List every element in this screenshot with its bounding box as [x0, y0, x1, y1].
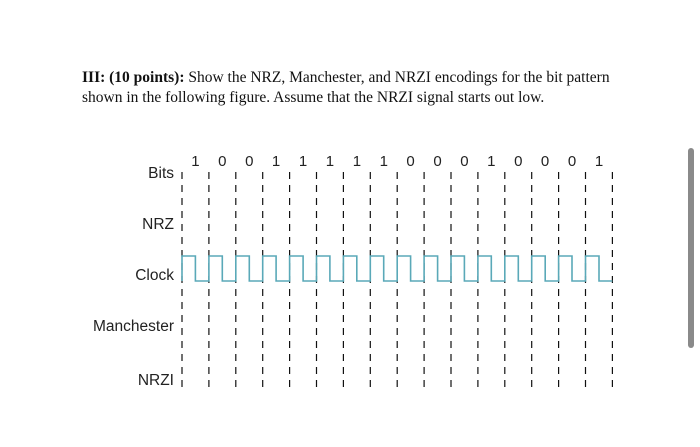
row-label-nrzi: NRZI [137, 372, 174, 389]
bit-label: 0 [514, 153, 523, 170]
bit-label: 1 [487, 153, 496, 170]
bit-label: 1 [191, 153, 200, 170]
question-body: Show the NRZ, Manchester, and NRZI encodings for the bit pattern shown in the following figure. Assume that the NRZI signal starts out low. [82, 69, 610, 106]
bit-label: 0 [245, 153, 254, 170]
bit-label: 1 [325, 153, 335, 170]
bit-boundary-lines [182, 172, 612, 392]
bit-label: 0 [406, 153, 415, 170]
bit-label: 1 [271, 153, 281, 170]
bit-label: 1 [594, 153, 604, 170]
bit-label: 1 [298, 153, 308, 170]
clock-waveform [182, 256, 612, 281]
bit-label: 0 [218, 153, 227, 170]
clock-signal [182, 256, 612, 281]
row-labels [93, 165, 174, 389]
row-label-clock: Clock [135, 267, 174, 284]
bit-labels [191, 153, 603, 170]
bit-label: 0 [460, 153, 469, 170]
bit-label: 0 [540, 153, 550, 170]
bit-label: 1 [352, 153, 362, 170]
row-label-manchester: Manchester [93, 318, 174, 335]
row-label-nrz: NRZ [142, 216, 174, 233]
row-label-bits: Bits [148, 165, 174, 182]
bit-label: 0 [567, 153, 577, 170]
bit-label: 1 [379, 153, 388, 170]
scrollbar-thumb[interactable] [688, 148, 694, 348]
question-label: III: (10 points): [82, 69, 185, 86]
bit-label: 0 [433, 153, 442, 170]
